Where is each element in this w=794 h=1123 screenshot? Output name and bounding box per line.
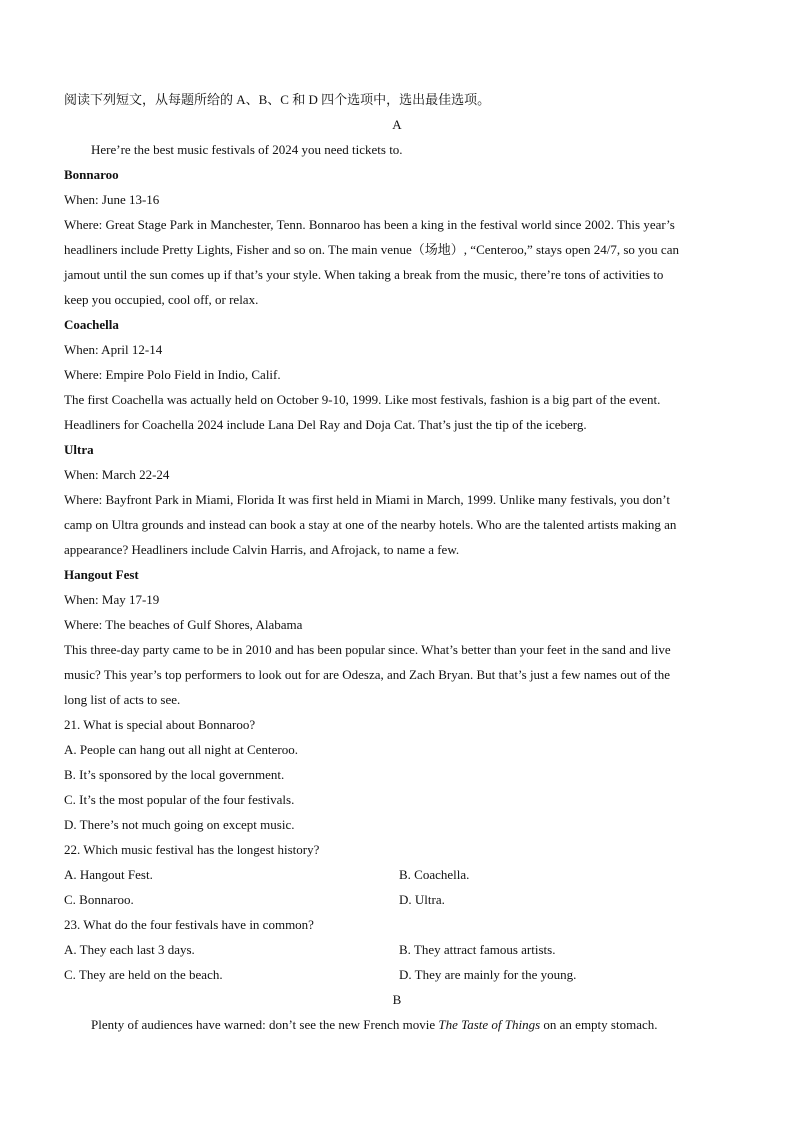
bonnaroo-when: When: June 13-16 (64, 192, 160, 207)
q22-stem: 22. Which music festival has the longest history? (64, 842, 320, 857)
passage-b-label: B (392, 992, 402, 1007)
hangout-where: Where: The beaches of Gulf Shores, Alabama (64, 617, 303, 632)
q21-option-c[interactable]: C. It’s the most popular of the four festivals. (64, 792, 295, 807)
bonnaroo-text-2: headliners include Pretty Lights, Fisher and so on. The main venue（场地）, “Centeroo,” stays open 24/7, so you can (64, 242, 679, 257)
ultra-text-1: Where: Bayfront Park in Miami, Florida It was first held in Miami in March, 1999. Unlike many festivals, you don’t (64, 492, 670, 507)
hangout-text-1: This three-day party came to be in 2010 and has been popular since. What’s better than your feet in the sand and live (64, 642, 671, 657)
bonnaroo-heading: Bonnaroo (64, 167, 119, 182)
passage-a-intro: Here’re the best music festivals of 2024 you need tickets to. (91, 142, 403, 157)
q21-stem: 21. What is special about Bonnaroo? (64, 717, 256, 732)
hangout-text-2: music? This year’s top performers to look out for are Odesza, and Zach Bryan. But that’s just a few names out of the (64, 667, 671, 682)
q23-stem: 23. What do the four festivals have in common? (64, 917, 314, 932)
q22-option-c[interactable]: C. Bonnaroo. (64, 892, 134, 907)
q21-option-a[interactable]: A. People can hang out all night at Centeroo. (64, 742, 298, 757)
q23-option-a[interactable]: A. They each last 3 days. (64, 942, 195, 957)
passage-a-label: A (392, 117, 402, 132)
passage-b-intro-pre: Plenty of audiences have warned: don’t see the new French movie (91, 1017, 439, 1032)
hangout-when: When: May 17-19 (64, 592, 160, 607)
passage-b-intro-post: on an empty stomach. (540, 1017, 658, 1032)
q21-option-d[interactable]: D. There’s not much going on except music. (64, 817, 295, 832)
bonnaroo-text-3: jamout until the sun comes up if that’s your style. When taking a break from the music, there’re tons of activities to (64, 267, 664, 282)
coachella-when: When: April 12-14 (64, 342, 163, 357)
q23-option-b[interactable]: B. They attract famous artists. (399, 942, 556, 957)
instruction: 阅读下列短文，从每题所给的 A、B、C 和 D 四个选项中，选出最佳选项。 (64, 92, 491, 107)
coachella-heading: Coachella (64, 317, 119, 332)
hangout-heading: Hangout Fest (64, 567, 139, 582)
q22-option-a[interactable]: A. Hangout Fest. (64, 867, 153, 882)
q22-option-b[interactable]: B. Coachella. (399, 867, 470, 882)
movie-title: The Taste of Things (438, 1017, 541, 1032)
ultra-heading: Ultra (64, 442, 94, 457)
coachella-text-2: Headliners for Coachella 2024 include Lana Del Ray and Doja Cat. That’s just the tip of the iceberg. (64, 417, 587, 432)
q23-option-c[interactable]: C. They are held on the beach. (64, 967, 223, 982)
bonnaroo-text-1: Where: Great Stage Park in Manchester, Tenn. Bonnaroo has been a king in the festival world since 2002. This year’s (64, 217, 675, 232)
q22-option-d[interactable]: D. Ultra. (399, 892, 445, 907)
passage-b-intro (91, 1012, 741, 1037)
ultra-when: When: March 22-24 (64, 467, 170, 482)
ultra-text-2: camp on Ultra grounds and instead can book a stay at one of the nearby hotels. Who are the talented artists making an (64, 517, 677, 532)
q21-option-b[interactable]: B. It’s sponsored by the local government. (64, 767, 285, 782)
hangout-text-3: long list of acts to see. (64, 692, 181, 707)
ultra-text-3: appearance? Headliners include Calvin Harris, and Afrojack, to name a few. (64, 542, 460, 557)
coachella-where: Where: Empire Polo Field in Indio, Calif. (64, 367, 281, 382)
q23-option-d[interactable]: D. They are mainly for the young. (399, 967, 577, 982)
coachella-text-1: The first Coachella was actually held on October 9-10, 1999. Like most festivals, fashion is a big part of the event. (64, 392, 661, 407)
bonnaroo-text-4: keep you occupied, cool off, or relax. (64, 292, 259, 307)
